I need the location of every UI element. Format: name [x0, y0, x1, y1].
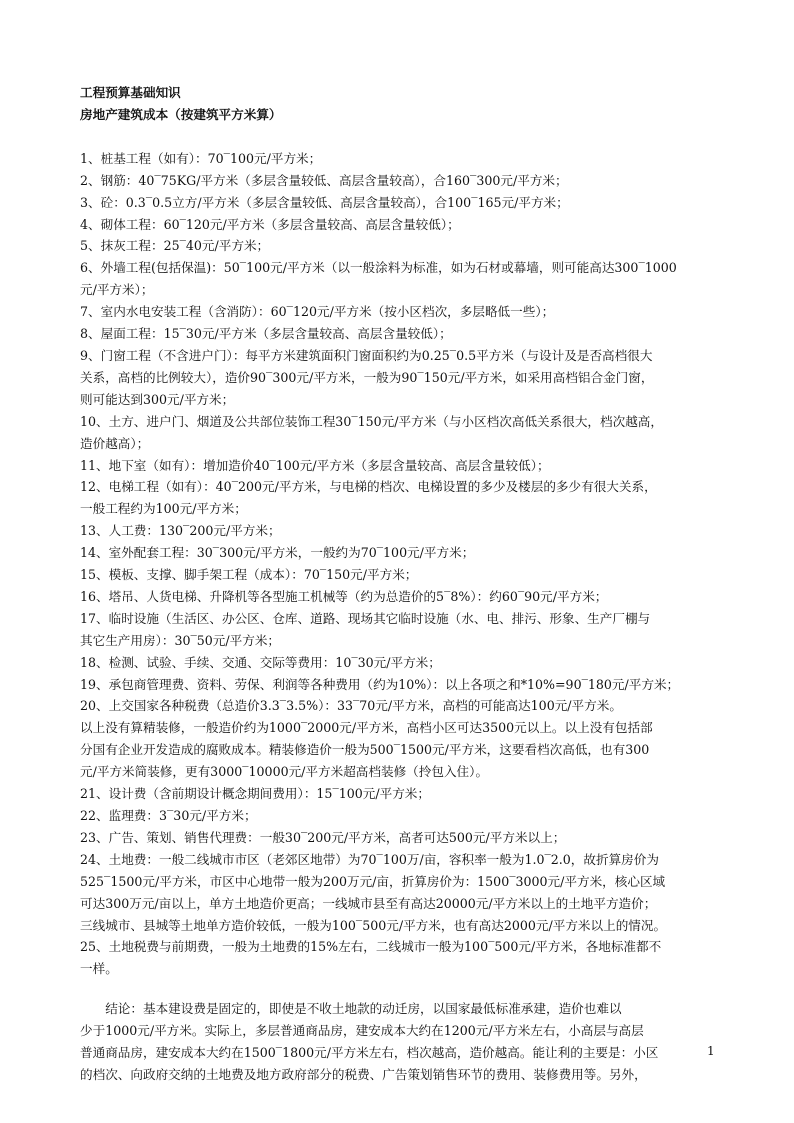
text-line: 6、外墙工程(包括保温)：50‾100元/平方米（以一般涂料为标准，如为石材或幕墙，则可能高达300‾1000: [80, 260, 677, 276]
text-line: 25、土地税费与前期费，一般为土地费的15%左右，二线城市一般为100‾500元/平方米，各地标准都不: [80, 939, 662, 955]
document-title: 工程预算基础知识: [80, 85, 181, 100]
conclusion-line: 少于1000元/平方米。实际上，多层普通商品房，建安成本大约在1200元/平方米左右，小高层与高层: [80, 1023, 644, 1039]
text-line: 3、砼：0.3‾0.5立方/平方米（多层含量较低、高层含量较高），合100‾165元/平方米；: [80, 194, 569, 210]
text-line: 1、桩基工程（如有）：70‾100元/平方米；: [80, 150, 322, 166]
document-body: [80, 82, 720, 1086]
cost-item-list: [80, 148, 720, 980]
text-line: 三线城市、县城等土地单方造价较低，一般为100‾500元/平方米，也有高达2000元/平方米以上的情况。: [80, 917, 667, 933]
text-line: 7、室内水电安装工程（含消防）：60‾120元/平方米（按小区档次，多层略低一些）；: [80, 304, 555, 320]
spacer: [80, 126, 720, 148]
text-line: 11、地下室（如有）：增加造价40‾100元/平方米（多层含量较高、高层含量较低）；: [80, 457, 550, 473]
text-line: 一般工程约为100元/平方米；: [80, 501, 247, 517]
text-line: 元/平方米）；: [80, 282, 154, 298]
text-line: 其它生产用房）：30‾50元/平方米；: [80, 632, 281, 648]
text-line: 17、临时设施（生活区、办公区、仓库、道路、现场其它临时设施（水、电、排污、形象、生产厂棚与: [80, 610, 651, 626]
text-line: 21、设计费（含前期设计概念期间费用）：15‾100元/平方米；: [80, 786, 430, 802]
text-line: 5、抹灰工程：25‾40元/平方米；: [80, 238, 270, 254]
text-line: 525‾1500元/平方米，市区中心地带一般为200万元/亩，折算房价为：1500‾3000元/平方米，核心区域: [80, 873, 666, 889]
text-line: 则可能达到300元/平方米；: [80, 391, 235, 407]
text-line: 9、门窗工程（不含进户门）：每平方米建筑面积门窗面积约为0.25‾0.5平方米（与设计及是否高档很大: [80, 347, 653, 363]
text-line: 8、屋面工程：15‾30元/平方米（多层含量较高、高层含量较低）；: [80, 326, 452, 342]
page-number: 1: [707, 1044, 715, 1058]
text-line: 14、室外配套工程：30‾300元/平方米，一般约为70‾100元/平方米；: [80, 545, 475, 561]
conclusion-line: 的档次、向政府交纳的土地费及地方政府部分的税费、广告策划销售环节的费用、装修费用等。另外，: [80, 1066, 647, 1082]
text-line: 造价越高）；: [80, 435, 150, 451]
text-line: 一样。: [80, 961, 118, 977]
text-line: 4、砌体工程：60‾120元/平方米（多层含量较高、高层含量较低）；: [80, 216, 460, 232]
text-line: 关系，高档的比例较大），造价90‾300元/平方米，一般为90‾150元/平方米，如采用高档铝合金门窗，: [80, 369, 654, 385]
text-line: 20、上交国家各种税费（总造价3.3‾3.5%）：33‾70元/平方米，高档的可能高达100元/平方米。: [80, 698, 622, 714]
text-line: 16、塔吊、人货电梯、升降机等各型施工机械等（约为总造价的5‾8%）：约60‾90元/平方米；: [80, 588, 608, 604]
document-subtitle: 房地产建筑成本（按建筑平方米算）: [80, 106, 282, 122]
conclusion-line: 普通商品房，建安成本大约在1500‾1800元/平方米左右，档次越高，造价越高。能让利的主要是：小区: [80, 1045, 659, 1061]
text-line: 19、承包商管理费、资料、劳保、利润等各种费用（约为10%）：以上各项之和*10%=90‾180元/平方米；: [80, 676, 680, 692]
text-line: 24、土地费：一般二线城市市区（老郊区地带）为70‾100万/亩，容积率一般为1.0‾2.0，故折算房价为: [80, 851, 659, 867]
text-line: 2、钢筋：40‾75KG/平方米（多层含量较低、高层含量较高），合160‾300元/平方米；: [80, 172, 568, 188]
text-line: 可达300万元/亩以上，单方土地造价更高；一线城市县至有高达20000元/平方米以上的土地平方造价；: [80, 895, 657, 911]
text-line: 15、模板、支撑、脚手架工程（成本）：70‾150元/平方米；: [80, 567, 418, 583]
text-line: 分国有企业开发造成的腐败成本。精装修造价一般为500‾1500元/平方米，这要看档次高低，也有300: [80, 742, 650, 758]
text-line: 元/平方米简装修，更有3000‾10000元/平方米超高档装修（拎包入住）。: [80, 764, 489, 780]
text-line: 以上没有算精装修，一般造价约为1000‾2000元/平方米，高档小区可达3500元以上。以上没有包括部: [80, 720, 653, 736]
text-line: 22、监理费：3‾30元/平方米；: [80, 808, 257, 823]
text-line: 10、土方、进户门、烟道及公共部位装饰工程30‾150元/平方米（与小区档次高低关系很大，档次越高，: [80, 413, 663, 429]
text-line: 23、广告、策划、销售代理费：一般30‾200元/平方米，高者可达500元/平方米以上；: [80, 829, 566, 845]
text-line: 12、电梯工程（如有）：40‾200元/平方米，与电梯的档次、电梯设置的多少及楼层的多少有很大关系，: [80, 479, 657, 495]
conclusion-paragraph: [80, 998, 720, 1086]
text-line: 18、检测、试验、手续、交通、交际等费用：10‾30元/平方米；: [80, 654, 441, 670]
text-line: 13、人工费：130‾200元/平方米；: [80, 523, 281, 539]
conclusion-line: 结论：基本建设费是固定的，即使是不收土地款的动迁房，以国家最低标准承建，造价也难以: [80, 1001, 622, 1017]
